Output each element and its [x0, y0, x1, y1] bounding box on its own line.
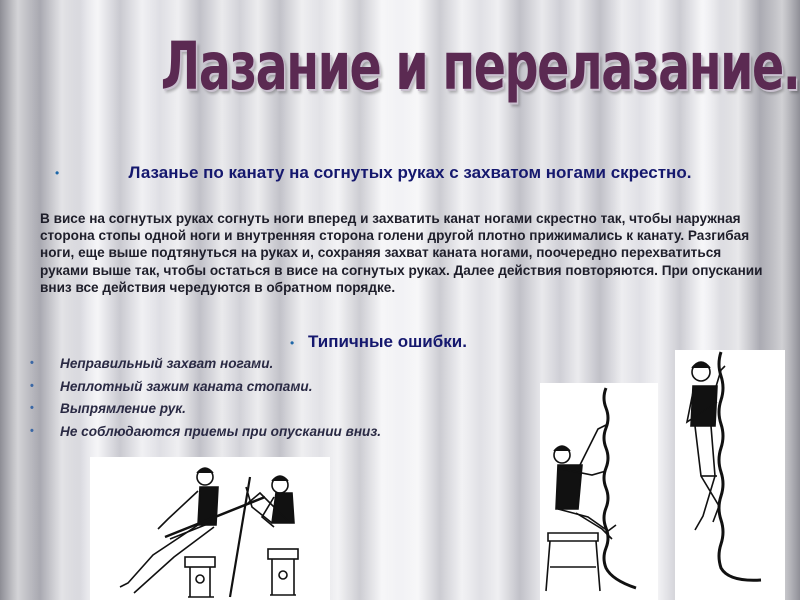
illustration-rope-hang: [675, 350, 785, 600]
subtitle-bullet-icon: •: [55, 166, 60, 180]
bullet-icon: •: [30, 379, 34, 392]
list-item: • Не соблюдаются приемы при опускании вниз.: [30, 423, 382, 439]
list-item: • Выпрямление рук.: [30, 401, 186, 416]
description-text: В висе на согнутых руках согнуть ноги вперед и захватить канат ногами скрестно так, чтобы наружная сторона стопы одной ноги и внутренняя сторона голени другой плотно прижимались к канату. Разгибая ноги, еще выше подтянуться на руках и, сохраняя захват каната ногами, поочередно перехватиться руками выше так, чтобы остаться в висе на согнутых руках. Далее действия повторяются. При опускании вниз все действия чередуются в обратном порядке.: [40, 211, 763, 295]
slide-title: Лазание и перелазание.: [160, 28, 800, 105]
bullet-icon: •: [30, 402, 34, 414]
bullet-icon: •: [30, 357, 34, 369]
illustration-sitting-exercise: [90, 457, 330, 600]
bullet-icon: •: [30, 424, 34, 437]
subtitle: Лазанье по канату на согнутых руках с захватом ногами скрестно.: [128, 163, 692, 182]
errors-list: [30, 356, 381, 446]
errors-heading: Типичные ошибки.: [308, 332, 467, 351]
illustration-rope-start: [540, 383, 658, 600]
heading-bullet-icon: •: [290, 336, 295, 350]
list-item: • Неплотный зажим каната стопами.: [30, 378, 313, 394]
list-item: • Неправильный захват ногами.: [30, 356, 274, 371]
